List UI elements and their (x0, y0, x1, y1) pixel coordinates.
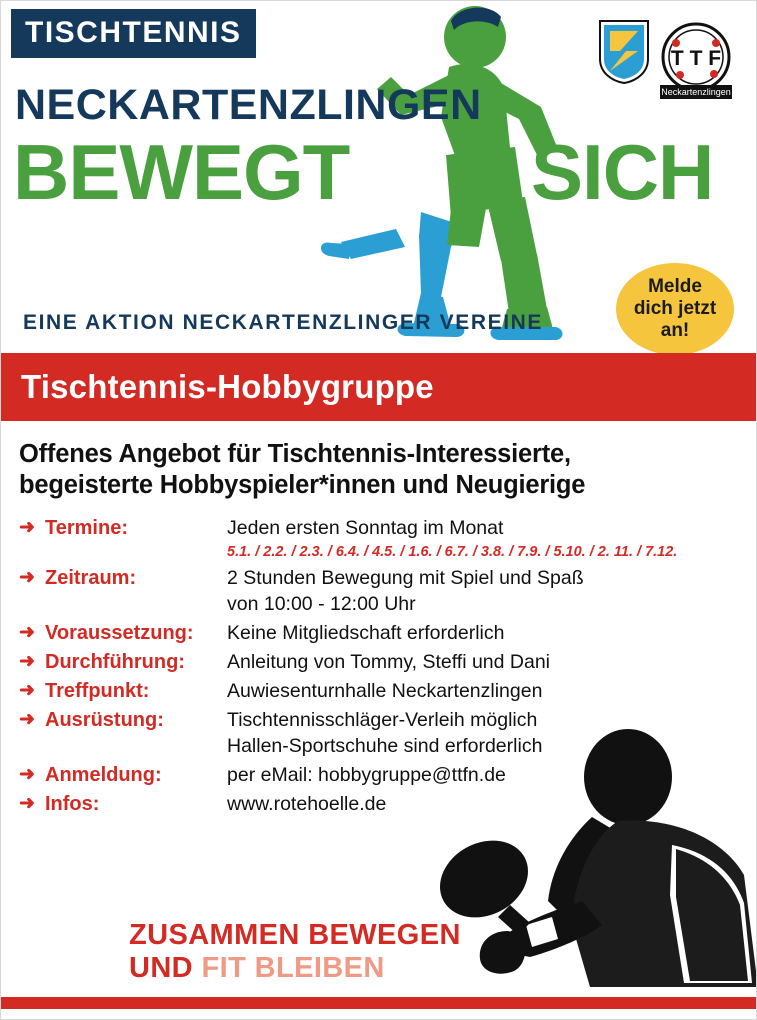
detail-label: Voraussetzung: (45, 622, 194, 644)
arrow-icon: ➜ (19, 517, 35, 538)
detail-label: Anmeldung: (45, 764, 162, 786)
badge-line-1: Melde (648, 276, 702, 297)
badge-line-2: dich jetzt (633, 298, 717, 319)
slogan-line-2-und: UND (129, 952, 202, 984)
sport-tag: TISCHTENNIS (11, 9, 256, 58)
slogan (129, 919, 461, 985)
town-title: NECKARTENZLINGEN (15, 81, 482, 129)
detail-label: Treffpunkt: (45, 680, 150, 702)
lead-line-2: begeisterte Hobbyspieler*innen und Neugierige (19, 471, 586, 499)
detail-label: Infos: (45, 793, 100, 815)
detail-dates: 5.1. / 2.2. / 2.3. / 6.4. / 4.5. / 1.6. / 6.7. / 3.8. / 7.9. / 5.10. / 2. 11. / 7.12. (227, 544, 678, 560)
detail-value-second: Hallen-Sportschuhe sind erforderlich (227, 735, 543, 757)
ttf-club-logo-icon (654, 19, 738, 103)
municipal-crest-icon (598, 19, 650, 85)
badge-line-3: an! (660, 320, 690, 341)
detail-value-email[interactable]: per eMail: hobbygruppe@ttfn.de (227, 764, 506, 786)
arrow-icon: ➜ (19, 680, 35, 701)
subline: EINE AKTION NECKARTENZLINGER VEREINE (23, 311, 544, 334)
detail-label: Zeitraum: (45, 567, 137, 589)
list-item (1, 678, 756, 704)
list-item (1, 620, 756, 646)
detail-value-url[interactable]: www.rotehoelle.de (227, 793, 387, 815)
slogan-line-2 (129, 952, 461, 985)
detail-value: Anleitung von Tommy, Steffi und Dani (227, 651, 551, 673)
detail-label: Ausrüstung: (45, 709, 164, 731)
detail-value-second: von 10:00 - 12:00 Uhr (227, 593, 416, 615)
detail-value-text: Tischtennisschläger-Verleih möglich (227, 709, 538, 731)
poster-header (1, 1, 756, 353)
lead-text (1, 439, 756, 501)
list-item (1, 649, 756, 675)
headline-sich: SICH (531, 128, 714, 216)
detail-value (227, 515, 738, 562)
svg-text:Neckartenzlingen: Neckartenzlingen (661, 87, 731, 97)
detail-value (227, 707, 738, 759)
detail-value-text: Jeden ersten Sonntag im Monat (227, 517, 504, 539)
svg-text:T T F: T T F (670, 47, 722, 70)
detail-value-text: 2 Stunden Bewegung mit Spiel und Spaß (227, 567, 584, 589)
bottom-accent-bar (1, 997, 756, 1009)
arrow-icon: ➜ (19, 764, 35, 785)
detail-value (227, 565, 738, 617)
detail-value: Auwiesenturnhalle Neckartenzlingen (227, 680, 543, 702)
list-item (1, 762, 756, 788)
slogan-line-2-fit: FIT BLEIBEN (201, 952, 385, 984)
list-item (1, 707, 756, 759)
slogan-line-1: ZUSAMMEN BEWEGEN (129, 919, 461, 951)
list-item (1, 515, 756, 562)
section-title-bar (1, 353, 756, 421)
list-item (1, 565, 756, 617)
list-item (1, 791, 756, 817)
signup-badge[interactable] (616, 263, 734, 353)
detail-label: Durchführung: (45, 651, 185, 673)
detail-label: Termine: (45, 517, 128, 539)
arrow-icon: ➜ (19, 709, 35, 730)
lead-line-1: Offenes Angebot für Tischtennis-Interessierte, (19, 440, 571, 468)
detail-list (1, 515, 756, 817)
detail-value: Keine Mitgliedschaft erforderlich (227, 622, 505, 644)
arrow-icon: ➜ (19, 651, 35, 672)
headline-bewegt: BEWEGT (13, 128, 350, 216)
page-title: Tischtennis-Hobbygruppe (21, 368, 434, 405)
poster-body (1, 421, 756, 1009)
arrow-icon: ➜ (19, 793, 35, 814)
arrow-icon: ➜ (19, 567, 35, 588)
arrow-icon: ➜ (19, 622, 35, 643)
